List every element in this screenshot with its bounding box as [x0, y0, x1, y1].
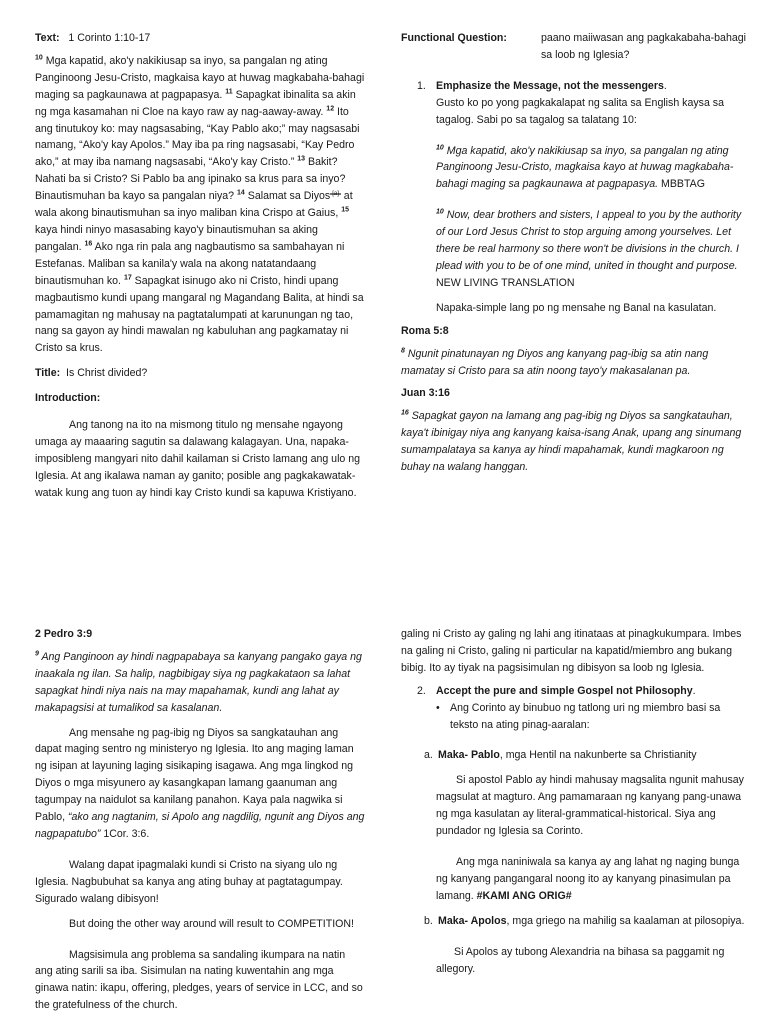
paul-quote: “ako ang nagtanim, si Apolo ang nagdilig, ngunit ang Diyos ang nagpapatubo” [35, 811, 365, 840]
quote-nlt [436, 207, 746, 292]
verse-number: 14 [237, 189, 245, 197]
functional-question-label: Functional Question: [401, 32, 507, 44]
point-number: 2. [417, 684, 426, 697]
roma-reference: Roma 5:8 [401, 324, 449, 337]
subpoint-title: Maka- Apolos [438, 914, 507, 927]
left-column-top [35, 30, 365, 502]
verse-number: 16 [84, 240, 93, 248]
verse-number: 15 [341, 206, 350, 214]
verse-text: at wala akong binautismuhan sa inyo maliban kina Crispo at Gaius, [35, 190, 353, 220]
verse-number: 9 [35, 650, 39, 658]
right-column-bottom [401, 626, 746, 977]
subpoint-text: , mga Hentil na nakunberte sa Christianity [499, 749, 697, 762]
paul-description: Si apostol Pablo ay hindi mahusay magsalita ngunit mahusay magsulat at magturo. Ang pamamaraan ng kanyang pang-unawa ng mga kasulatan ay literal-grammatical-historical. Siya ang pundador ng Iglesia sa Corinto. [436, 774, 744, 838]
bullet-icon: • [436, 701, 440, 714]
verse-number: 10 [436, 208, 444, 216]
text-reference-line [35, 30, 365, 47]
point-title: Accept the pure and simple Gospel not Philosophy [436, 684, 693, 697]
verse-text: Bakit? Nahati ba si Cristo? Si Pablo ba ang ipinako sa krus para sa inyo? Binautismuhan ba kayo sa pangalan niya? [35, 156, 346, 203]
continued-paragraph: galing ni Cristo ay galing ng lahi ang itinataas at pinagkukumpara. Imbes na galing ni Cristo, galing ni particular na kapatid/miembro ang bukang bibig. Ito ay tiyak na pagsisimulan ng dibisyon sa loob ng Iglesia. [401, 628, 742, 674]
point-period: . [663, 79, 667, 92]
paragraph-text: Ang mensahe ng pag-ibig ng Diyos sa sangkatauhan ang dapat maging sentro ng ministeryo ng Iglesia. Ito ang maging laman ng isipan at layuning laging sisikaping isagawa. Ang mga lingkod ng Diyos o mga misyunero ay kasangkapan lamang gaanuman ang tagumpay na naidulot sa kanilang panahon. Kaya pala nagwika si Pablo, [35, 726, 354, 824]
paragraph-love-message [35, 725, 365, 843]
hashtag-text: #KAMI ANG ORIG# [476, 889, 572, 902]
subpoint-letter: b. [424, 914, 433, 927]
quote-text: Mga kapatid, ako'y nakikiusap sa inyo, sa pangalan ng ating Panginoong Jesu-Cristo, magkaisa kayo at huwag magkabaha-bahagi maging sa pagkaunawa at pagpapasya. [436, 144, 734, 191]
juan-reference: Juan 3:16 [401, 387, 450, 400]
point-2 [417, 683, 746, 700]
verse-text: Sapagkat isinugo ako ni Cristo, hindi upang magbautismo kundi upang mangaral ng Magandang Balita, at hindi sa pamamagitan ng mahusay na pagtatalumpati at karunungan ng tao, nang sa gayon ay hindi mawalan ng kabuluhan ang pagkamatay ni Cristo sa krus. [35, 274, 364, 355]
title-line [35, 365, 365, 382]
subpoint-b [424, 913, 746, 930]
verse-number: 10 [35, 54, 43, 62]
verse-text: Salamat sa Diyos [244, 190, 331, 203]
functional-question [401, 30, 746, 64]
verse-number: 12 [326, 105, 335, 113]
translation-source: NEW LIVING TRANSLATION [436, 276, 575, 289]
verse-number: 16 [401, 409, 409, 417]
paragraph-christ-head: Walang dapat ipagmalaki kundi si Cristo na siyang ulo ng Iglesia. Nagbubuhat sa kanya ang ating buhay at pagtatagumpay. Sigurado walang dibisyon! [35, 858, 343, 905]
verse-text: Ako nga rin pala ang nagbautismo sa sambahayan ni Estefanas. Maliban sa kanila'y wala na akong natatandaang binautismuhan ko. [35, 240, 345, 287]
subpoint-a [424, 747, 746, 764]
verse-text: kaya hindi ninyo masasabing kayo'y binautismuhan sa aking pangalan. [35, 223, 318, 253]
paragraph-comparison: Magsisimula ang problema sa sandaling ikumpara na natin ang ating sarili sa iba. Sisimulan na nating kuwentahin ang mga ginawa natin: ikapu, offering, pledges, years of service in LCC, and so the gratefulness of the church. [35, 948, 363, 1012]
quote-reference: 1Cor. 3:6. [100, 827, 150, 840]
bullet-text: Ang Corinto ay binubuo ng tatlong uri ng miembro basi sa teksto na ating pinag-aaralan: [450, 701, 721, 731]
juan-verse [401, 408, 746, 476]
footnote-link[interactable]: [a] [332, 190, 339, 197]
point-number: 1. [417, 79, 426, 92]
verse-text: Ngunit pinatunayan ng Diyos ang kanyang pag-ibig sa atin nang mamatay si Cristo para sa atin noong tayo'y makasalanan pa. [401, 347, 709, 377]
paragraph-competition: But doing the other way around will result to COMPETITION! [69, 917, 354, 930]
point-1 [417, 78, 746, 95]
verse-text: Ang Panginoon ay hindi nagpapabaya sa kanyang pangako gaya ng inaakala ng ilan. Sa halip, nagbibigay siya ng pagkakataon sa lahat sapagkat hindi niya nais na may mapahamak, kundi ang lahat ay makapagsisi at tumalikod sa kasalanan. [35, 650, 362, 714]
verse-number: 10 [436, 144, 444, 151]
text-reference: 1 Corinto 1:10-17 [68, 32, 151, 44]
subpoint-text: , mga griego na mahilig sa kaalaman at pilosopiya. [506, 914, 745, 927]
point-title: Emphasize the Message, not the messengers [436, 79, 664, 92]
verse-text: Ito ang tinutukoy ko: may nagsasabing, “Kay Pablo ako;” may nagsasabi namang, “Ako'y kay Apolos.” May iba pa ring nagsasabi, “Kay Pedro ako,” at may iba namang nagsasabi, “Ako'y kay Cristo.” [35, 105, 360, 169]
point-1-text: Gusto ko po yong pagkakalapat ng salita sa English kaysa sa tagalog. Sabi po sa tagalog sa talatang 10: [436, 96, 724, 126]
point-period: . [692, 684, 696, 697]
verse-text: Mga kapatid, ako'y nakikiusap sa inyo, sa pangalan ng ating Panginoong Jesu-Cristo, magkaisa kayo at huwag magkabaha-bahagi maging sa pagkaunawa at pagpapasya. [35, 54, 365, 101]
sermon-title: Is Christ divided? [66, 367, 148, 380]
pedro-reference: 2 Pedro 3:9 [35, 628, 93, 640]
quote-mbbtag [436, 143, 746, 194]
bullet-item [436, 700, 746, 734]
introduction-heading: Introduction: [35, 392, 101, 405]
scripture-passage [35, 53, 365, 357]
pedro-verse [35, 649, 365, 717]
roma-verse [401, 346, 746, 380]
right-column-top [401, 30, 746, 476]
apolos-description: Si Apolos ay tubong Alexandria na bihasa sa paggamit ng allegory. [436, 945, 725, 975]
translation-source: MBBTAG [658, 178, 705, 191]
functional-question-text: paano maiiwasan ang pagkakabaha-bahagi sa loob ng Iglesia? [541, 32, 746, 61]
subpoint-letter: a. [424, 749, 433, 762]
subpoint-title: Maka- Pablo [438, 749, 500, 762]
verse-number: 13 [297, 155, 306, 163]
left-column-bottom [35, 626, 365, 1014]
verse-number: 8 [401, 347, 405, 355]
paul-followers [436, 854, 746, 905]
text-label: Text: [35, 32, 60, 44]
paragraph-text: Ang mga naniniwala sa kanya ay ang lahat ng naging bunga ng kanyang pangangaral noong ito ay kanyang pinasimulan pa lamang. [436, 855, 740, 902]
quote-text: Now, dear brothers and sisters, I appeal to you by the authority of our Lord Jesus Christ to stop arguing among yourselves. Let there be real harmony so there won't be divisions in the church. I plead with you to be of one mind, united in thought and purpose. [436, 209, 742, 272]
verse-number: 11 [225, 88, 233, 96]
verse-text: Sapagkat ibinalita sa akin ng mga kasamahan ni Cloe na kayo raw ay nag-aaway-away. [35, 88, 356, 118]
verse-text: Sapagkat gayon na lamang ang pag-ibig ng Diyos sa sangkatauhan, kaya't ibinigay niya ang kanyang kaisa-isang Anak, upang ang sinumang sumampalataya sa kanya ay hindi mapahamak, kundi magkaroon ng buhay na walang hanggan. [401, 410, 742, 474]
introduction-paragraph: Ang tanong na ito na mismong titulo ng mensahe ngayong umaga ay maaaring sagutin sa dalawang kalagayan. Una, napaka-imposibleng mangyari nito dahil kailaman si Cristo lamang ang ulo ng Iglesia. At ang ikalawa naman ay ganito; posible ang pagkakawatak-watak kung ang tuon ay hindi kay Cristo kundi sa kapuwa Kristiyano. [35, 419, 361, 499]
verse-number: 17 [123, 274, 132, 282]
simple-message-line: Napaka-simple lang po ng mensahe ng Banal na kasulatan. [436, 301, 717, 314]
title-label: Title: [35, 367, 61, 380]
